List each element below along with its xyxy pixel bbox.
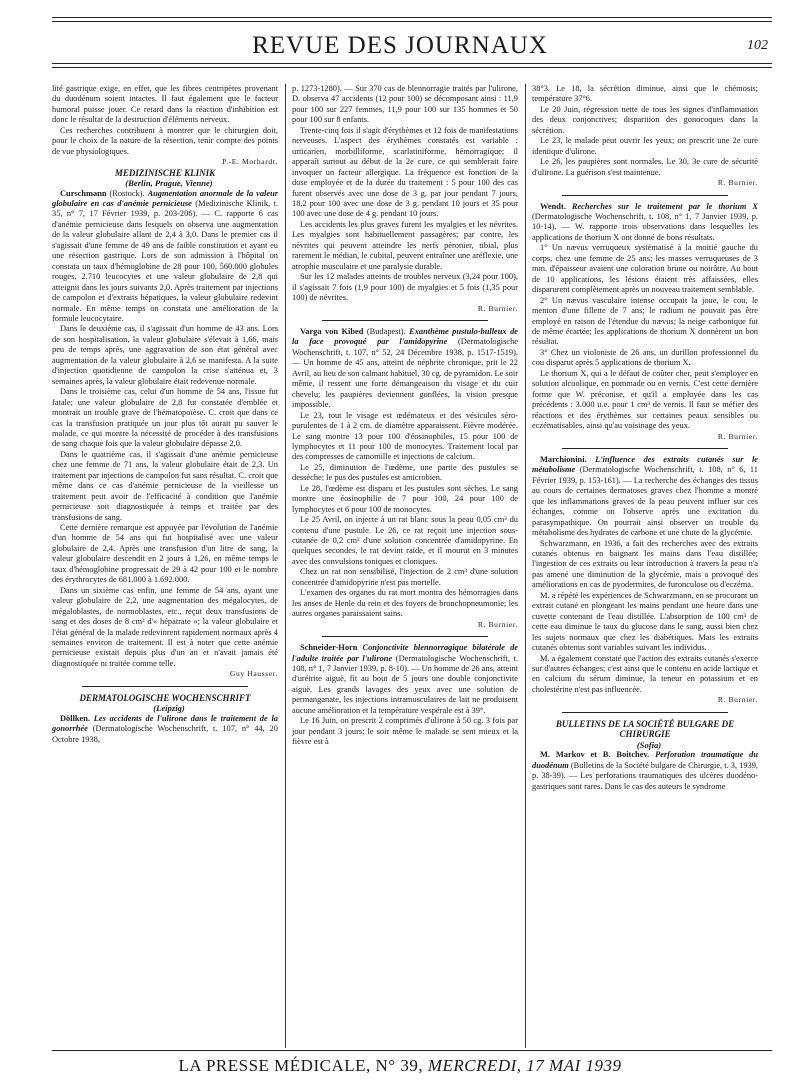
entry-author: Curschmann	[60, 188, 107, 198]
column-3	[532, 84, 758, 792]
entry-body: (Dermatologische Wochenschrift, t. 108, n° 1, 7 Janvier 1939, p. 8-10). — Un homme de 26 ans, atteint d'urétrite aiguë, fit au bout de 5 jours une double conjonctivite aiguë. Les grands lavages des yeux avec une solution de permanganate, les injections intramusculaires de lait ne produisent aucune amélioration et la température vespérale est à 39°.	[292, 653, 518, 715]
section-subheading: (Leipzig)	[153, 703, 185, 714]
signature: R. Burnier.	[717, 178, 758, 188]
divider	[82, 686, 248, 687]
paragraph: p. 1273-1280). — Sur 370 cas de blennorragie traités par l'ulirone, D. observa 47 accidents (12 pour 100) se décomposant ainsi : 11,9 pour 100 sur 227 femmes, 11,9 pour 100 sur 135 hommes et 50 pour 100 sur 8 enfants.	[292, 84, 518, 125]
paragraph: Dans un sixième cas enfin, une femme de 54 ans, ayant une valeur globulaire de 2,2, une augmentation des mégalocytes, de mégaloblastes, de normoblastes, etc., reçut deux transfusions de sang et des doses de 8 cm³ d'« hépatrate »; la valeur globulaire et l'état général de la malade redevinrent rapidement normaux après 4 semaines environ de traitement. Il est à noter que cette anémie pernicieuse existait depuis plus d'un an et n'avait jamais été diagnostiquée ni traitée comme telle.	[52, 585, 278, 668]
paragraph: Le 26, les paupières sont normales. Le 30, 3e cure de sécurité d'ulirone. La guérison s'est maintenue.	[532, 157, 758, 177]
review-entry	[52, 714, 278, 745]
entry-title: Recherches sur le traitement par le thorium X	[565, 201, 758, 211]
entry-title: Conjonctivite blennorragique bilatérale de l'adulte traitée par l'ulirone	[292, 643, 518, 663]
paragraph: M. a répété les expériences de Schwarzmann, en se procurant un extrait cutané en plongeant les mains pendant une heure dans une cuvette contenant de l'eau distillée. L'absorption de 100 cm³ de cette eau diminue le taux du glucose dans le sang, aussi bien chez les sujets normaux que chez les diabétiques. Mais les extraits cutanés obtenus sont variables suivant les individus.	[532, 590, 758, 653]
signature: R. Burnier.	[717, 695, 758, 705]
divider	[322, 636, 488, 637]
review-entry	[532, 750, 758, 792]
divider	[322, 320, 488, 321]
paragraph: Ces recherches contribuent à montrer que le chirurgien doit, pour le choix de la nature de la résection, tenir compte des points de vue physiologiques.	[52, 125, 278, 156]
paragraph: Le 25 Avril, on injecte à un rat blanc sous la peau 0,05 cm³ du contenu d'une pustule. Le 26, ce rat reçoit une injection sous-cutanée de 0,2 cm³ d'une solution concentrée d'amidopyrine. En quelques secondes, le rat devint raide, et il mourut en 3 minutes avec des convulsions toniques et cloniques.	[292, 515, 518, 566]
entry-author: Varga von Kibed	[300, 326, 364, 336]
paragraph: Le 23, le malade peut ouvrir les yeux; on prescrit une 2e cure identique d'ulirone.	[532, 136, 758, 156]
review-entry	[532, 202, 758, 244]
paragraph: 3° Chez un violoniste de 26 ans, un durillon professionnel du cou disparut après 5 applications de thorium X.	[532, 347, 758, 368]
divider	[562, 195, 728, 196]
entry-title: Les accidents de l'ulirone dans le traitement de la gonorrhée	[52, 713, 278, 734]
top-rule	[52, 17, 772, 18]
entry-title: Exanthème pustulo-bulleux de la face provoqué par l'amidopyrine	[292, 326, 518, 347]
paragraph: Dans le deuxième cas, il s'agissait d'un homme de 43 ans. Lors de son hospitalisation, la valeur globulaire s'élevait à 1,66, mais peu de temps après, une aggravation de son état général avec augmentation de la valeur globulaire à 2,6 se manifesta. A la suite d'injection quotidienne de campolon la crise s'atténua et, 3 semaines après, la valeur globulaire était redevenue normale.	[52, 324, 278, 386]
entry-author: Wendt.	[540, 201, 566, 211]
paragraph: Le 23, tout le visage est œdémateux et des vésicules séro-purulentes de 1 à 2 cm. de diamètre apparaissent. Fièvre modérée. Le sang montre 13 pour 100 d'éosinophiles, 15 pour 100 de lymphocytes et 11 pour 100 de monocytes. Traitement local par des compresses de camomille et injections de calcium.	[292, 410, 518, 462]
paragraph: Le 28, l'œdème est disparu et les pustules sont sèches. Le sang montre une éosinophilie de 7 pour 100, 24 pour 100 de lymphocytes et 6 pour 100 de monocytes.	[292, 483, 518, 514]
signature: R. Burnier.	[717, 431, 758, 441]
entry-body: (Dermatologische Wochenschrift, t. 108, n° 6, 11 Février 1939, p. 153-161). — La recherche des échanges des tissus au cours de certaines dermatoses graves chez l'homme a montré que les inflammations graves de la peau peuvent influer sur ces échanges, comme on l'observe après une excitation du parasympathique. On pourrait ainsi observer un trouble du métabolisme des hydrates de carbone et une chute de la glycémie.	[532, 465, 758, 538]
paragraph: Sur les 12 malades atteints de troubles nerveux (3,24 pour 100), il s'agissait 7 fois (1,9 pour 100) de myalgies et 5 fois (1,35 pour 100) de névrites.	[292, 272, 518, 303]
column-1	[52, 84, 278, 745]
divider	[562, 712, 728, 713]
signature: Guy Hausser.	[229, 669, 278, 679]
paragraph: Les accidents les plus graves furent les myalgies et les névrites. Les myalgies sont habituellement passagères; par contre, les névrites qui peuvent atteindre les nerfs péronier, tibial, plus rarement le médian, le cubital, peuvent entraîner une aréflexie, une atrophie musculaire et une paralysie durable.	[292, 219, 518, 271]
header-rule	[52, 63, 772, 64]
review-entry	[532, 455, 758, 539]
section-heading: DERMATOLOGISCHE WOCHENSCHRIFT	[79, 692, 251, 703]
page-number: 102	[747, 38, 768, 53]
paragraph: 1° Un nævus verruqueux systématisé à la moitié gauche du corps, chez une femme de 25 ans; les masses verruqueuses de 3 mm. d'épaisseur avaient une coloration brune ou noirâtre. Au bout de 10 applications, les lésions étaient très affaissées, elles disparurent complètement après un nouveau traitement semblable.	[532, 243, 758, 295]
paragraph: M. a également constaté que l'action des extraits cutanés s'exerce sur d'autres échanges; c'est ainsi que le contenu en acide lactique et en calcium du sérum diminue, la teneur en potassium et en cholestérine n'est pas influencée.	[532, 653, 758, 694]
entry-author: Marchionini.	[540, 454, 587, 464]
section-heading: BULLETINS DE LA SOCIÉTÉ BULGARE DE CHIRURGIE	[555, 718, 735, 740]
column-separator	[285, 84, 286, 1048]
column-2	[292, 84, 518, 748]
footer-rule	[52, 1050, 772, 1051]
paragraph: 2° Un nævus vasculaire intense occupait la joue, le cou, le menton d'une fillette de 7 ans; le radium ne pouvait pas être employé en raison de l'étendue du nævus; la neige carbonique fut de même écartée; les applications de thorium X donnèrent un bon résultat.	[532, 295, 758, 347]
section-subheading: (Sofia)	[636, 739, 662, 750]
entry-author: Döllken.	[60, 713, 91, 723]
entry-author: Schneider-Horn	[300, 643, 358, 653]
page-footer	[0, 1056, 800, 1076]
divider	[562, 448, 728, 449]
review-entry: Varga von Kibed (Budapest). Exanthème pustulo-bulleux de la face provoqué par l'amidopyrine (Dermatologische Wochenschrift, t. 107, n° 52, 24 Décembre 1938, p. 1517-1519). — Un homme de 45 ans, atteint de néphrite chronique, prit le 22 Avril, au lieu de son calmant habituel, 30 cg. de pyramidon. Le soir même, il ressent une forte démangeaison du visage et du cuir chevelu; les paupières deviennent gonflées, la vision presque impossible.	[292, 326, 518, 410]
header-rule-inner	[52, 67, 772, 68]
entry-title: Perforation traumatique du duodénum	[532, 750, 758, 770]
review-entry: Curschmann (Rostock). Augmentation anormale de la valeur globulaire en cas d'anémie pernicieuse (Medizinische Klinik, t. 35, n° 7, 17 Février 1939, p. 203-206). — C. rapporte 6 cas d'anémie pernicieuse dans lesquels on observa une augmentation de la valeur globulaire allant de 2,4 à 3,0. Dans le premier cas il s'agissait d'une femme de 49 ans de faible constitution et ayant eu une résection gastrique. Lors de son admission à l'hôpital on constata un taux d'hémoglobine de 28 pour 100, 560.000 globules rouges, 2.710 leucocytes et une valeur globulaire de 2,8 qui atteignit dans les jours suivants 2,0. Après traitement par injections de campolon et d'extraits hépatiques, la valeur globulaire redevint normale. En même temps on constata une amélioration de la formule leucocytaire.	[52, 188, 278, 323]
paragraph: Le thorium X, qui a le défaut de coûter cher, peut s'employer en solution alcoolique, en pommade ou en vernis. C'est cette dernière forme que W. préconise, et qu'il a employée dans les cas précédents : 3.000 u.e. pour 1 cm³ de vernis. Il faut se méfier des réactions et des érythèmes sur certaines peaux sensibles ou eczématisables, ainsi qu'au voisinage des yeux.	[532, 368, 758, 431]
paragraph: Trente-cinq fois il s'agit d'érythèmes et 12 fois de manifestations nerveuses. L'aspect des érythèmes constatés est variable : urticarien, morbilliforme, scarlatiniforme, hémorragique; il apparaît surtout au début de la 2e cure, ce qui semblerait faire invoquer un facteur allergique. La fréquence est fonction de la dose employée et de la durée du traitement : 5 pour 100 des cas furent observés avec une dose de 3 g. par jour pendant 7 jours, 18,2 pour 100 avec une dose de 3 g. pendant 10 jours et 35 pour 100 avec une dose de 4 g. pendant 10 jours.	[292, 125, 518, 219]
entry-title: Augmentation anormale de la valeur globulaire en cas d'anémie pernicieuse	[52, 188, 278, 208]
entry-author: M. Markov et B. Boitchev.	[540, 750, 650, 760]
entry-title: L'influence des extraits cutanés sur le métabolisme	[532, 454, 758, 475]
paragraph: L'examen des organes du rat mort montra des hémorragies dans les anses de Henle du rein et des foyers de bronchopneumonie; les autres organes paraissaient sains.	[292, 588, 518, 619]
footer-date: MERCREDI, 17 MAI 1939	[427, 1056, 622, 1075]
paragraph: Dans le troisième cas, celui d'un homme de 54 ans, l'issue fut fatale; une valeur globulaire de 2,8 fut constatée d'emblée et montrait un trouble grave de l'hématopoïèse. C. croit que dans ce cas la transfusion pratiquée un jour plus tôt aurait pu sauver le malade, ce qui montre la nécessité de procéder à des transfusions de sang chaque fois que la valeur globulaire dépasse 2,0.	[52, 387, 278, 449]
signature: R. Burnier.	[477, 619, 518, 629]
paragraph: Le 16 Juin, on prescrit 2 comprimés d'ulirone à 50 cg. 3 fois par jour pendant 3 jours; le soir même le malade se sent mieux et la fièvre est à	[292, 716, 518, 747]
entry-body: (Bulletins de la Société bulgare de Chirurgie, t. 3, 1939, p. 38-39). — Les perforations traumatiques des ulcères duodéno-gastriques sont rares. Dans le cas des auteurs le syndrome	[532, 760, 758, 791]
section-subheading: (Berlin, Prague, Vienne)	[125, 178, 213, 189]
paragraph: 38°3. Le 18, la sécrétion diminue, ainsi que le chémosis; température 37°6.	[532, 84, 758, 104]
footer-journal: LA PRESSE MÉDICALE, N° 39,	[178, 1056, 428, 1075]
entry-body: (Dermatologische Wochenschrift, t. 107, n° 44, 20 Octobre 1938,	[52, 724, 278, 744]
paragraph: Le 20 Juin, régression nette de tous les signes d'inflammation des deux conjonctives; disparition des gonocoques dans la sécrétion.	[532, 104, 758, 135]
entry-body: (Dermatologische Wochenschrift, t. 107, n° 52, 24 Décembre 1938, p. 1517-1519). — Un homme de 45 ans, atteint de néphrite chronique, prit le 22 Avril, au lieu de son calmant habituel, 30 cg. de pyramidon. Le soir même, il ressent une forte démangeaison du visage et du cuir chevelu; les paupières deviennent gonflées, la vision presque impossible.	[292, 337, 518, 410]
paragraph: lité gastrique exige, en effet, que les fibres centripètes provenant du duodénum soient intactes. Il faut également que le facteur humoral puisse jouer. Ce retard dans la réaction d'inhibition est donc le résultat de la destruction d'éléments nerveux.	[52, 84, 278, 125]
paragraph: Cette dernière remarque est appuyée par l'évolution de l'anémie d'un homme de 54 ans qui fut hospitalisé avec une valeur globulaire de 2,4. Après une transfusion d'un litre de sang, la valeur globulaire descendit en 2 jours à 1,26, en même temps le taux d'hémoglobine progressait de 29 à 42 pour 100 et le nombre des érythrocytes de 681.000 à 1.692.000.	[52, 523, 278, 585]
review-entry	[292, 643, 518, 716]
paragraph: Le 25, diminution de l'œdème, une partie des pustules se dessèche; le pus des pustules est amicrobien.	[292, 462, 518, 483]
entry-body: (Dermatologische Wochenschrift, t. 108, n° 1, 7 Janvier 1939, p. 10-14). — W. rapporte trois observations dans lesquelles les applications de thorium X ont donné de bons résultats.	[532, 211, 758, 242]
top-rule-inner	[52, 21, 772, 22]
section-heading: MEDIZINISCHE KLINIK	[114, 167, 216, 178]
journal-section-title: REVUE DES JOURNAUX	[252, 32, 548, 59]
paragraph: Schwarzmann, en 1936, a fait des recherches avec des extraits cutanés obtenus en baignant les mains dans l'eau distillée; l'ingestion de ces extraits ou leur introduction à travers la peau n'a pas amené une diminution de la glycémie, mais a provoqué des améliorations en cas de pyodermites, de furonculose ou d'eczéma.	[532, 538, 758, 590]
signature: R. Burnier.	[477, 303, 518, 313]
entry-body: (Medizinische Klinik, t. 35, n° 7, 17 Février 1939, p. 203-206). — C. rapporte 6 cas d'anémie pernicieuse dans lesquels on observa une augmentation de la valeur globulaire allant de 2,4 à 3,0. Dans le premier cas il s'agissait d'une femme de 49 ans de faible constitution et ayant eu une résection gastrique. Lors de son admission à l'hôpital on constata un taux d'hémoglobine de 28 pour 100, 560.000 globules rouges, 2.710 leucocytes et une valeur globulaire de 2,8 qui atteignit dans les jours suivants 2,0. Après traitement par injections de campolon et d'extraits hépatiques, la valeur globulaire redevint normale. En même temps on constata une amélioration de la formule leucocytaire.	[52, 198, 278, 323]
paragraph: Dans le quatrième cas, il s'agissait d'une anémie pernicieuse chez une femme de 71 ans, la valeur globulaire était de 2,3. Un traitement par injections de campolon fut sans résultat. C. croit que même dans ce cas d'anémie pernicieuse de la vieillesse un traitement peut avoir de l'efficacité à condition que l'anémie pernicieuse soit diagnostiquée à temps et traitée par des transfusions de sang.	[52, 449, 278, 522]
paragraph: Chez un rat non sensibilisé, l'injection de 2 cm³ d'une solution concentrée d'amidopyrine n'est pas mortelle.	[292, 567, 518, 587]
signature: P.-E. Morhardt.	[222, 157, 278, 167]
column-separator	[525, 84, 526, 1048]
